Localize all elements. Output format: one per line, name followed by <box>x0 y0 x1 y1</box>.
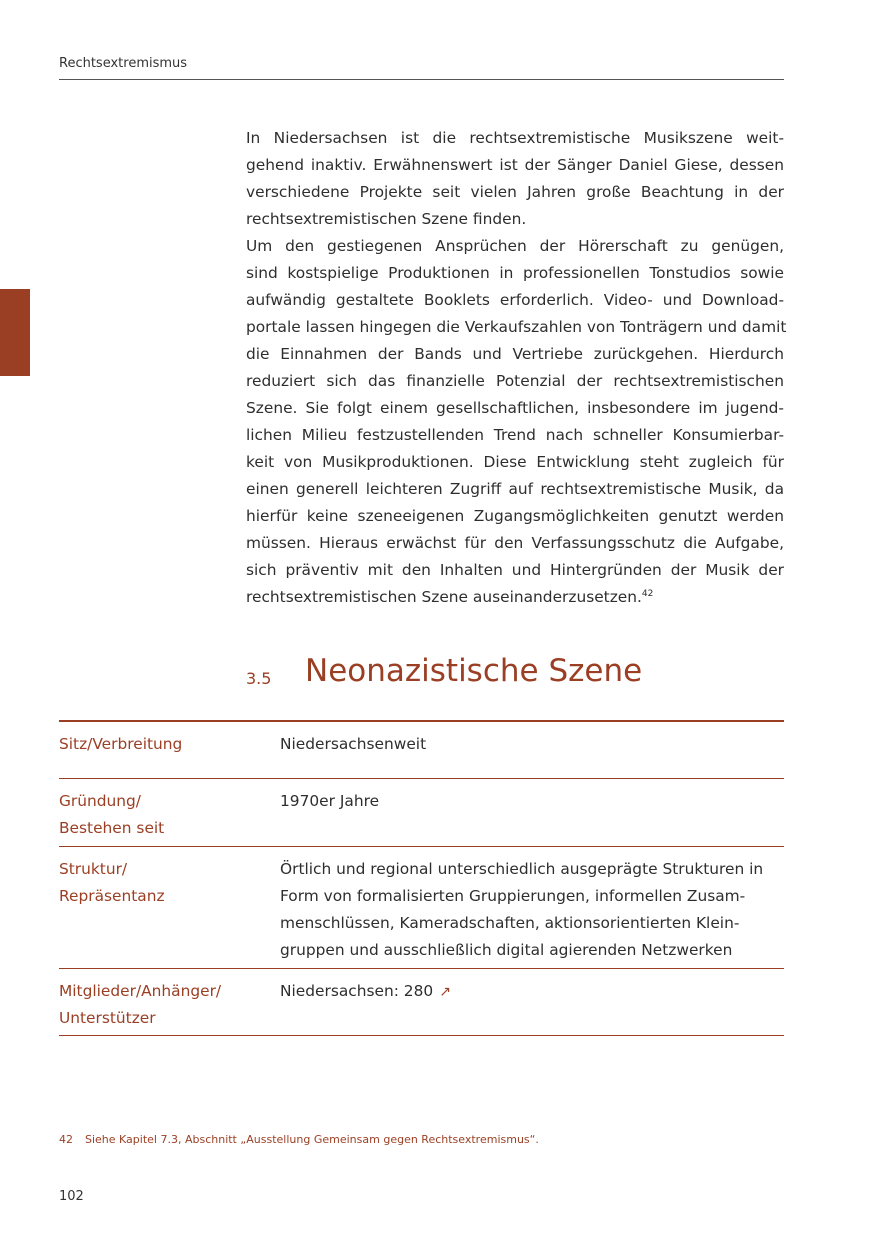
body-line: lichen Milieu festzustellenden Trend nach schneller Konsumierbar- <box>246 426 784 444</box>
body-line: portale lassen hingegen die Verkaufszahlen von Tonträgern und damit <box>246 318 787 336</box>
fact-row <box>59 779 784 847</box>
fact-value <box>280 788 784 815</box>
running-head: Rechtsextremismus <box>59 56 188 71</box>
fact-value-line: Niedersachsen: 280 <box>280 982 434 1000</box>
fact-label <box>59 731 269 758</box>
fact-label-line: Sitz/Verbreitung <box>59 735 183 753</box>
fact-label-line: Mitglieder/Anhänger/ <box>59 982 222 1000</box>
body-line: aufwändig gestaltete Booklets erforderlich. Video- und Download- <box>246 291 784 309</box>
fact-row <box>59 722 784 779</box>
fact-value-line: menschlüssen, Kameradschaften, aktionsorientierten Klein- <box>280 914 740 932</box>
footnote-reference[interactable]: 42 <box>641 589 654 599</box>
body-line: rechtsextremistischen Szene finden. <box>246 210 527 228</box>
body-line: sind kostspielige Produktionen in professionellen Tonstudios sowie <box>246 264 784 282</box>
fact-label <box>59 856 269 910</box>
fact-value-line: gruppen und ausschließlich digital agierenden Netzwerken <box>280 941 733 959</box>
chapter-side-tab <box>0 289 30 376</box>
fact-row <box>59 969 784 1036</box>
fact-row <box>59 847 784 969</box>
fact-value-line: Form von formalisierten Gruppierungen, informellen Zusam- <box>280 887 746 905</box>
arrow-up-right-icon: ↗ <box>439 984 451 1000</box>
body-line: hierfür keine szeneeigenen Zugangsmöglichkeiten genutzt werden <box>246 507 784 525</box>
footnote-number: 42 <box>59 1133 73 1146</box>
body-line-last <box>246 584 784 611</box>
fact-label-line: Gründung/ <box>59 792 141 810</box>
section-number: 3.5 <box>246 669 272 688</box>
body-paragraph <box>246 125 787 611</box>
body-line: verschiedene Projekte seit vielen Jahren große Beachtung in der <box>246 183 784 201</box>
fact-label <box>59 978 269 1032</box>
fact-label-line: Repräsentanz <box>59 887 165 905</box>
fact-label-line: Unterstützer <box>59 1009 156 1027</box>
fact-table <box>59 720 784 1036</box>
fact-value <box>280 978 784 1006</box>
fact-value <box>280 856 784 964</box>
body-line: Um den gestiegenen Ansprüchen der Hörerschaft zu genügen, <box>246 237 784 255</box>
body-line-text: rechtsextremistischen Szene auseinanderzusetzen. <box>246 588 642 606</box>
footnote <box>59 1133 539 1146</box>
fact-label <box>59 788 269 842</box>
body-line: reduziert sich das finanzielle Potenzial der rechtsextremistischen <box>246 372 784 390</box>
body-line: die Einnahmen der Bands und Vertriebe zurückgehen. Hierdurch <box>246 345 784 363</box>
fact-value <box>280 731 784 758</box>
body-line: Szene. Sie folgt einem gesellschaftlichen, insbesondere im jugend- <box>246 399 784 417</box>
header-rule <box>59 79 784 80</box>
fact-value-line: Örtlich und regional unterschiedlich ausgeprägte Strukturen in <box>280 860 764 878</box>
fact-value-line: 1970er Jahre <box>280 792 380 810</box>
page-number: 102 <box>59 1189 84 1204</box>
body-line: müssen. Hieraus erwächst für den Verfassungsschutz die Aufgabe, <box>246 534 784 552</box>
body-line: In Niedersachsen ist die rechtsextremistische Musikszene weit- <box>246 129 784 147</box>
fact-value-line: Niedersachsenweit <box>280 735 427 753</box>
section-title: Neonazistische Szene <box>305 653 643 689</box>
fact-label-line: Bestehen seit <box>59 819 165 837</box>
body-line: keit von Musikproduktionen. Diese Entwicklung steht zugleich für <box>246 453 784 471</box>
body-line: gehend inaktiv. Erwähnenswert ist der Sänger Daniel Giese, dessen <box>246 156 784 174</box>
fact-label-line: Struktur/ <box>59 860 128 878</box>
body-line: einen generell leichteren Zugriff auf rechtsextremistische Musik, da <box>246 480 784 498</box>
footnote-text: Siehe Kapitel 7.3, Abschnitt „Ausstellung Gemeinsam gegen Rechtsextremismus“. <box>85 1133 539 1146</box>
body-line: sich präventiv mit den Inhalten und Hintergründen der Musik der <box>246 561 784 579</box>
